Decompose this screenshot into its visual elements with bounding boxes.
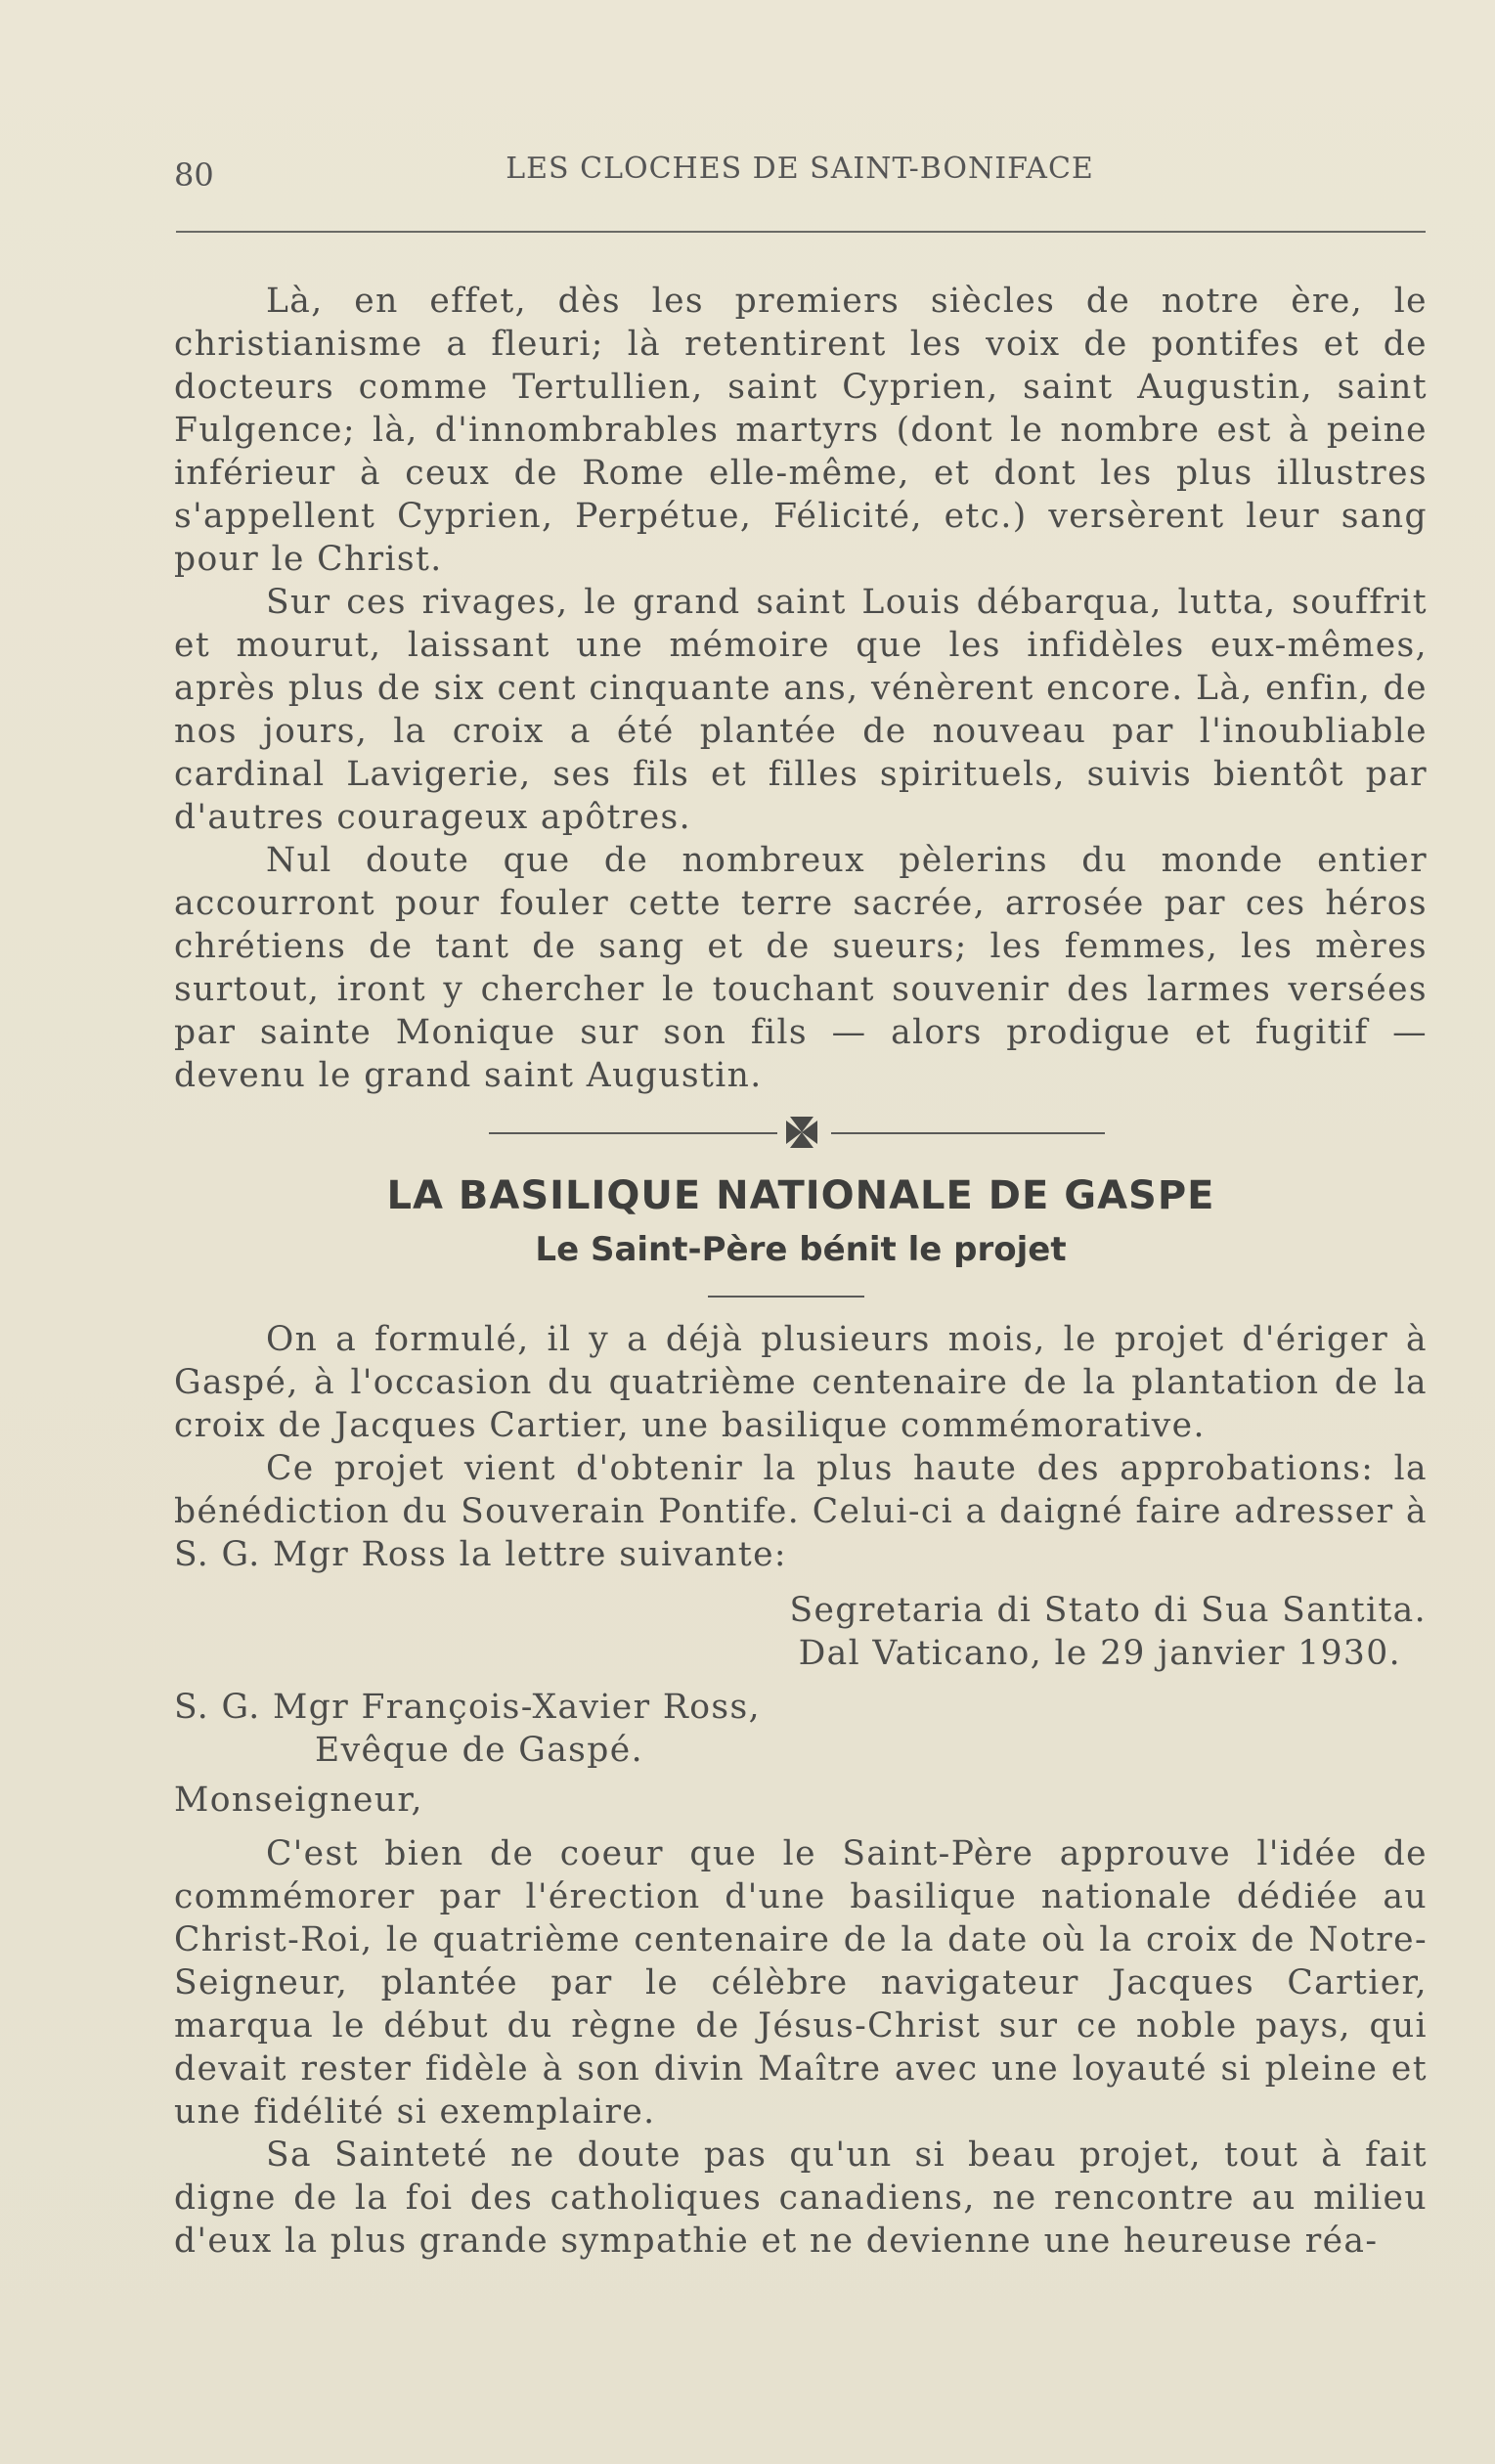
paragraph: Sur ces rivages, le grand saint Louis débarqua, lutta, souffrit et mourut, laissant une mémoire que les infidèles eux-mêmes, après plus de six cent cinquante ans, vénèrent encore. Là, enfin, de nos jours, la croix a été plantée de nouveau par l'inoubliable cardinal Lavigerie, ses fils et filles spirituels, suivis bientôt par d'autres courageux apôtres. — [174, 583, 1428, 837]
divider-line — [489, 1132, 777, 1134]
running-title: LES CLOCHES DE SAINT-BONIFACE — [506, 152, 1094, 186]
letter-addressee-name: S. G. Mgr François-Xavier Ross, — [174, 1688, 761, 1727]
letter-addressee-title: Evêque de Gaspé. — [315, 1731, 643, 1770]
text-block-gaspe — [174, 1318, 1428, 1576]
section-title: LA BASILIQUE NATIONALE DE GASPE — [386, 1173, 1215, 1218]
page-number: 80 — [174, 156, 214, 194]
paragraph: Là, en effet, dès les premiers siècles de notre ère, le christianisme a fleuri; là retentirent les voix de pontifes et de docteurs comme Tertullien, saint Cyprien, saint Augustin, saint Fulgence; là, d'innombrables martyrs (dont le nombre est à peine inférieur à ceux de Rome elle-même, et dont les plus illustres s'appellent Cyprien, Perpétue, Félicité, etc.) versèrent leur sang pour le Christ. — [174, 282, 1428, 579]
title-rule — [708, 1296, 864, 1298]
letter-body — [174, 1832, 1428, 2263]
divider-line — [831, 1132, 1105, 1134]
paragraph: C'est bien de coeur que le Saint-Père approuve l'idée de commémorer par l'érection d'une basilique nationale dédiée au Christ-Roi, le quatrième centenaire de la date où la croix de Notre-Seigneur, plantée par le célèbre navigateur Jacques Cartier, marqua le début du règne de Jésus-Christ sur ce noble pays, qui devait rester fidèle à son divin Maître avec une loyauté si pleine et une fidélité si exemplaire. — [174, 1834, 1428, 2132]
section-divider — [489, 1113, 1115, 1152]
letter-dateline-date: Dal Vaticano, le 29 janvier 1930. — [798, 1634, 1401, 1673]
header-rule — [176, 231, 1426, 233]
page-header — [174, 147, 1426, 196]
paragraph: Sa Sainteté ne doute pas qu'un si beau projet, tout à fait digne de la foi des catholiques canadiens, ne rencontre au milieu d'eux la plus grande sympathie et ne devienne une heureuse réa- — [174, 2135, 1428, 2261]
paragraph: Nul doute que de nombreux pèlerins du monde entier accourront pour fouler cette terre sacrée, arrosée par ces héros chrétiens de tant de sang et de sueurs; les femmes, les mères surtout, iront y chercher le touchant souvenir des larmes versées par sainte Monique sur son fils — alors prodigue et fugitif — devenu le grand saint Augustin. — [174, 841, 1428, 1095]
letter-salutation: Monseigneur, — [174, 1781, 423, 1820]
text-block-tunisia — [174, 280, 1428, 1097]
paragraph: On a formulé, il y a déjà plusieurs mois, le projet d'ériger à Gaspé, à l'occasion du quatrième centenaire de la plantation de la croix de Jacques Cartier, une basilique commémorative. — [174, 1320, 1428, 1445]
section-subtitle: Le Saint-Père bénit le projet — [535, 1230, 1067, 1269]
cross-pattee-icon — [782, 1113, 821, 1152]
paragraph: Ce projet vient d'obtenir la plus haute des approbations: la bénédiction du Souverain Pontife. Celui-ci a daigné faire adresser à S. G. Mgr Ross la lettre suivante: — [174, 1449, 1428, 1574]
letter-dateline-origin: Segretaria di Stato di Sua Santita. — [789, 1591, 1427, 1630]
